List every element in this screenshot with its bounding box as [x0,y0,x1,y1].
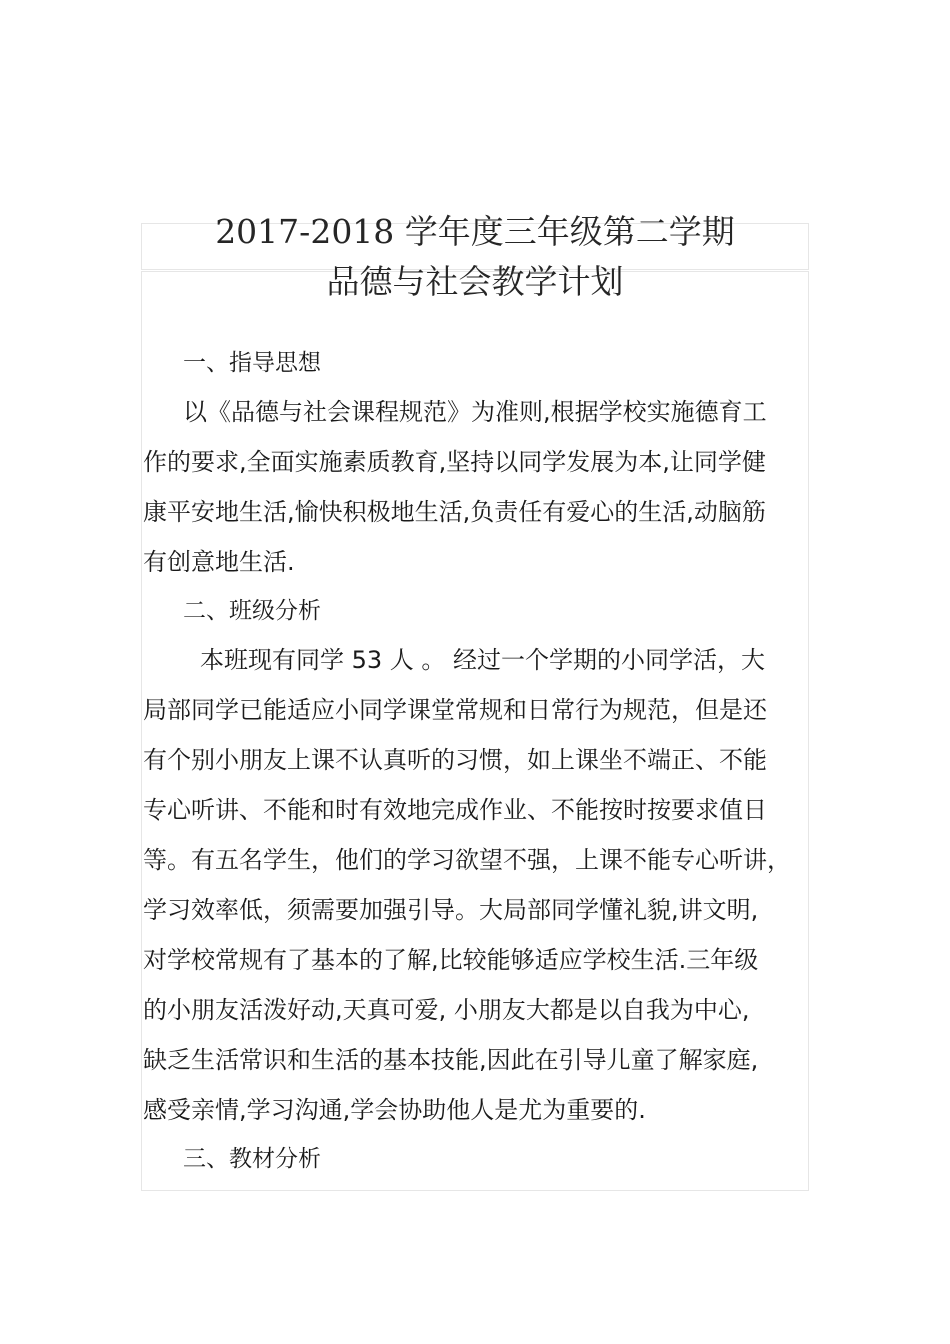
paragraph-line: 对学校常规有了基本的了解,比较能够适应学校生活.三年级 [143,946,759,974]
paragraph-line: 本班现有同学 53 人 。 经过一个学期的小同学活，大 [200,646,766,674]
paragraph-line: 有个别小朋友上课不认真听的习惯，如上课坐不端正、不能 [143,746,767,774]
document-title-line-2: 品德与社会教学计划 [326,262,624,301]
paragraph-line: 的小朋友活泼好动,天真可爱, 小朋友大都是以自我为中心, [143,996,750,1024]
paragraph-class-analysis [143,635,809,1135]
paragraph-line: 专心听讲、不能和时有效地完成作业、不能按时按要求值日 [143,796,767,824]
paragraph-guiding-ideology [143,387,809,587]
section-heading-class-analysis: 二、班级分析 [183,598,321,624]
section-heading-textbook-analysis: 三、教材分析 [183,1146,321,1172]
paragraph-line: 学习效率低，须需要加强引导。大局部同学懂礼貌,讲文明, [143,896,759,924]
document-body [143,339,809,1183]
section-heading-guiding-ideology: 一、指导思想 [183,350,321,376]
paragraph-line: 等。有五名学生，他们的学习欲望不强，上课不能专心听讲， [143,846,791,874]
paragraph-line: 感受亲情,学习沟通,学会协助他人是尤为重要的. [143,1096,646,1124]
paragraph-line: 缺乏生活常识和生活的基本技能,因此在引导儿童了解家庭, [143,1046,759,1074]
paragraph-line: 局部同学已能适应小同学课堂常规和日常行为规范，但是还 [143,696,767,724]
paragraph-line: 有创意地生活. [143,548,295,576]
paragraph-line: 作的要求,全面实施素质教育,坚持以同学发展为本,让同学健 [143,448,766,476]
paragraph-line: 以《品德与社会课程规范》为准则,根据学校实施德育工 [183,398,767,426]
paragraph-line: 康平安地生活,愉快积极地生活,负责任有爱心的生活,动脑筋 [143,498,766,526]
document-title-line-1: 2017-2018 学年度三年级第二学期 [215,212,735,251]
